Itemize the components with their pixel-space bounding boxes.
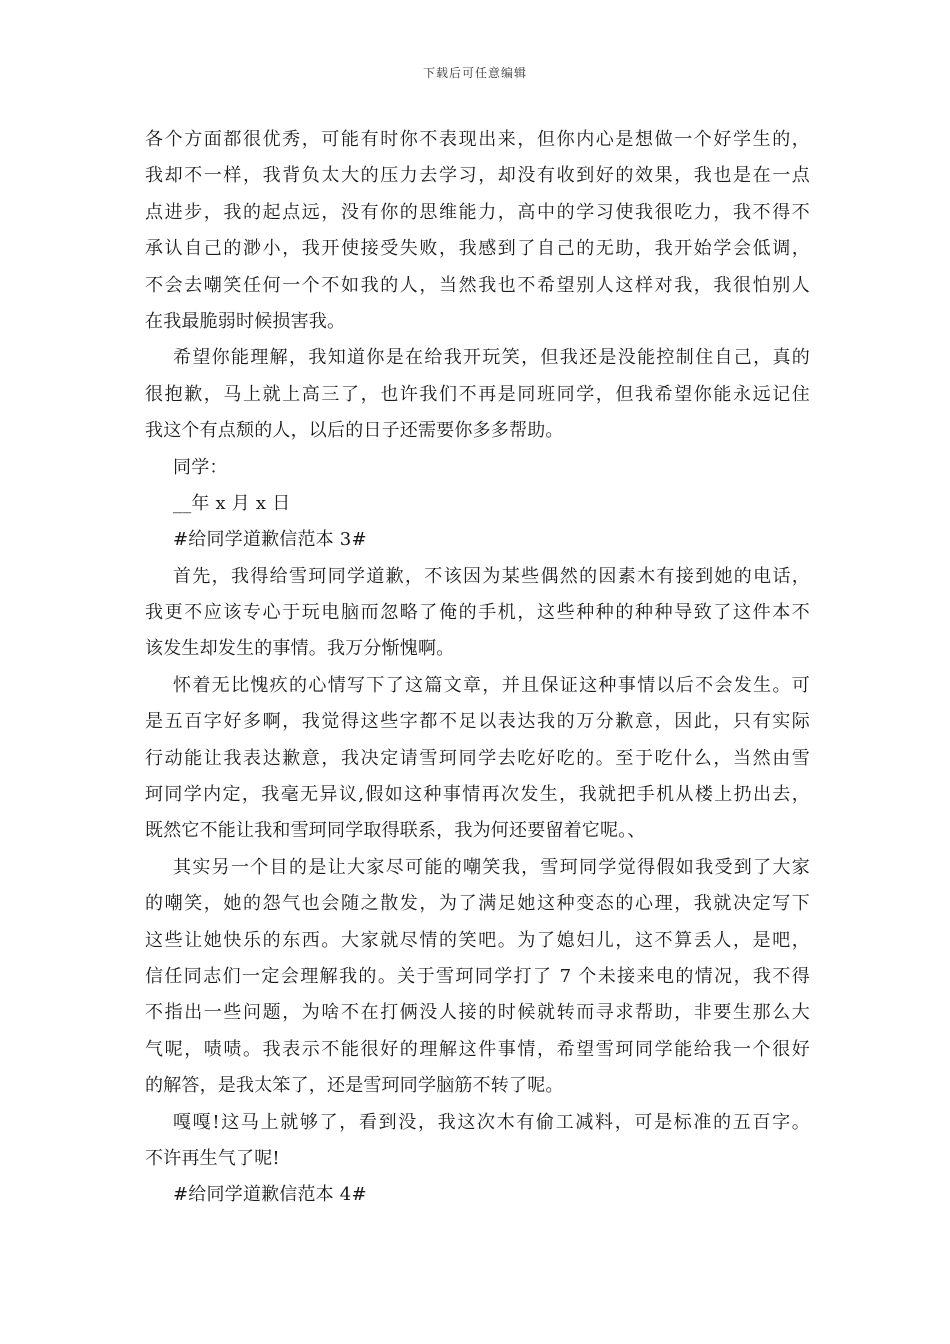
text-line: 我这个有点颓的人，以后的日子还需要你多多帮助。 [145, 420, 564, 442]
text-line: 这些让她快乐的东西。大家就尽情的笑吧。为了媳妇儿，这不算丢人，是吧， [145, 929, 810, 951]
text-line: 的嘲笑，她的怨气也会随之散发，为了满足她这种变态的心理，我就决定写下 [145, 893, 810, 915]
text-line: 信任同志们一定会理解我的。关于雪珂同学打了 7 个未接来电的情况，我不得 [145, 965, 810, 987]
text-line: 各个方面都很优秀，可能有时你不表现出来，但你内心是想做一个好学生的， [145, 129, 810, 150]
text-line: 点进步，我的起点远，没有你的思维能力，高中的学习使我很吃力，我不得不 [145, 201, 810, 223]
text-line: 在我最脆弱时候损害我。 [145, 310, 346, 332]
text-line: 气呢，啧啧。我表示不能很好的理解这件事情，希望雪珂同学能给我一个很好 [145, 1038, 810, 1060]
text-line: 是五百字好多啊，我觉得这些字都不足以表达我的万分歉意，因此，只有实际 [145, 711, 810, 733]
text-line: #给同学道歉信范本 4# [173, 1184, 367, 1206]
text-line: 不指出一些问题，为啥不在打俩没人接的时候就转而寻求帮助，非要生那么大 [145, 1002, 810, 1024]
document-body [145, 122, 810, 1214]
text-line: 我却不一样，我背负太大的压力去学习，却没有收到好的效果，我也是在一点 [145, 165, 810, 187]
text-line: 既然它不能让我和雪珂同学取得联系，我为何还要留着它呢。、 [145, 820, 646, 842]
page-header: 下载后可任意编辑 [422, 66, 527, 80]
text-line: 怀着无比愧疚的心情写下了这篇文章，并且保证这种事情以后不会发生。可 [173, 674, 810, 696]
text-line: 行动能让我表达歉意，我决定请雪珂同学去吃好吃的。至于吃什么，当然由雪 [145, 747, 810, 769]
text-line: 首先，我得给雪珂同学道歉，不该因为某些偶然的因素木有接到她的电话， [173, 565, 810, 587]
text-line: 其实另一个目的是让大家尽可能的嘲笑我，雪珂同学觉得假如我受到了大家 [173, 856, 810, 878]
text-line: 嘎嘎!这马上就够了，看到没，我这次木有偷工减料，可是标准的五百字。 [173, 1111, 810, 1133]
text-line: 该发生却发生的事情。我万分惭愧啊。 [145, 638, 455, 660]
text-line: 的解答，是我太笨了，还是雪珂同学脑筋不转了呢。 [145, 1075, 564, 1097]
text-line: 承认自己的渺小，我开使接受失败，我感到了自己的无助，我开始学会低调， [145, 238, 810, 260]
text-line: __年 x 月 x 日 [173, 492, 291, 514]
text-line: 不会去嘲笑任何一个不如我的人，当然我也不希望别人这样对我，我很怕别人 [145, 274, 810, 296]
text-line: 希望你能理解，我知道你是在给我开玩笑，但我还是没能控制住自己，真的 [173, 347, 810, 369]
text-line: #给同学道歉信范本 3# [173, 529, 367, 551]
text-line: 很抱歉，马上就上高三了，也许我们不再是同班同学，但我希望你能永远记住 [145, 383, 810, 405]
text-line: 珂同学内定，我毫无异议,假如这种事情再次发生，我就把手机从楼上扔出去， [145, 784, 810, 806]
text-line: 同学： [173, 456, 228, 478]
text-line: 不许再生气了呢! [145, 1147, 280, 1169]
text-line: 我更不应该专心于玩电脑而忽略了俺的手机，这些种种的种种导致了这件本不 [145, 602, 810, 624]
